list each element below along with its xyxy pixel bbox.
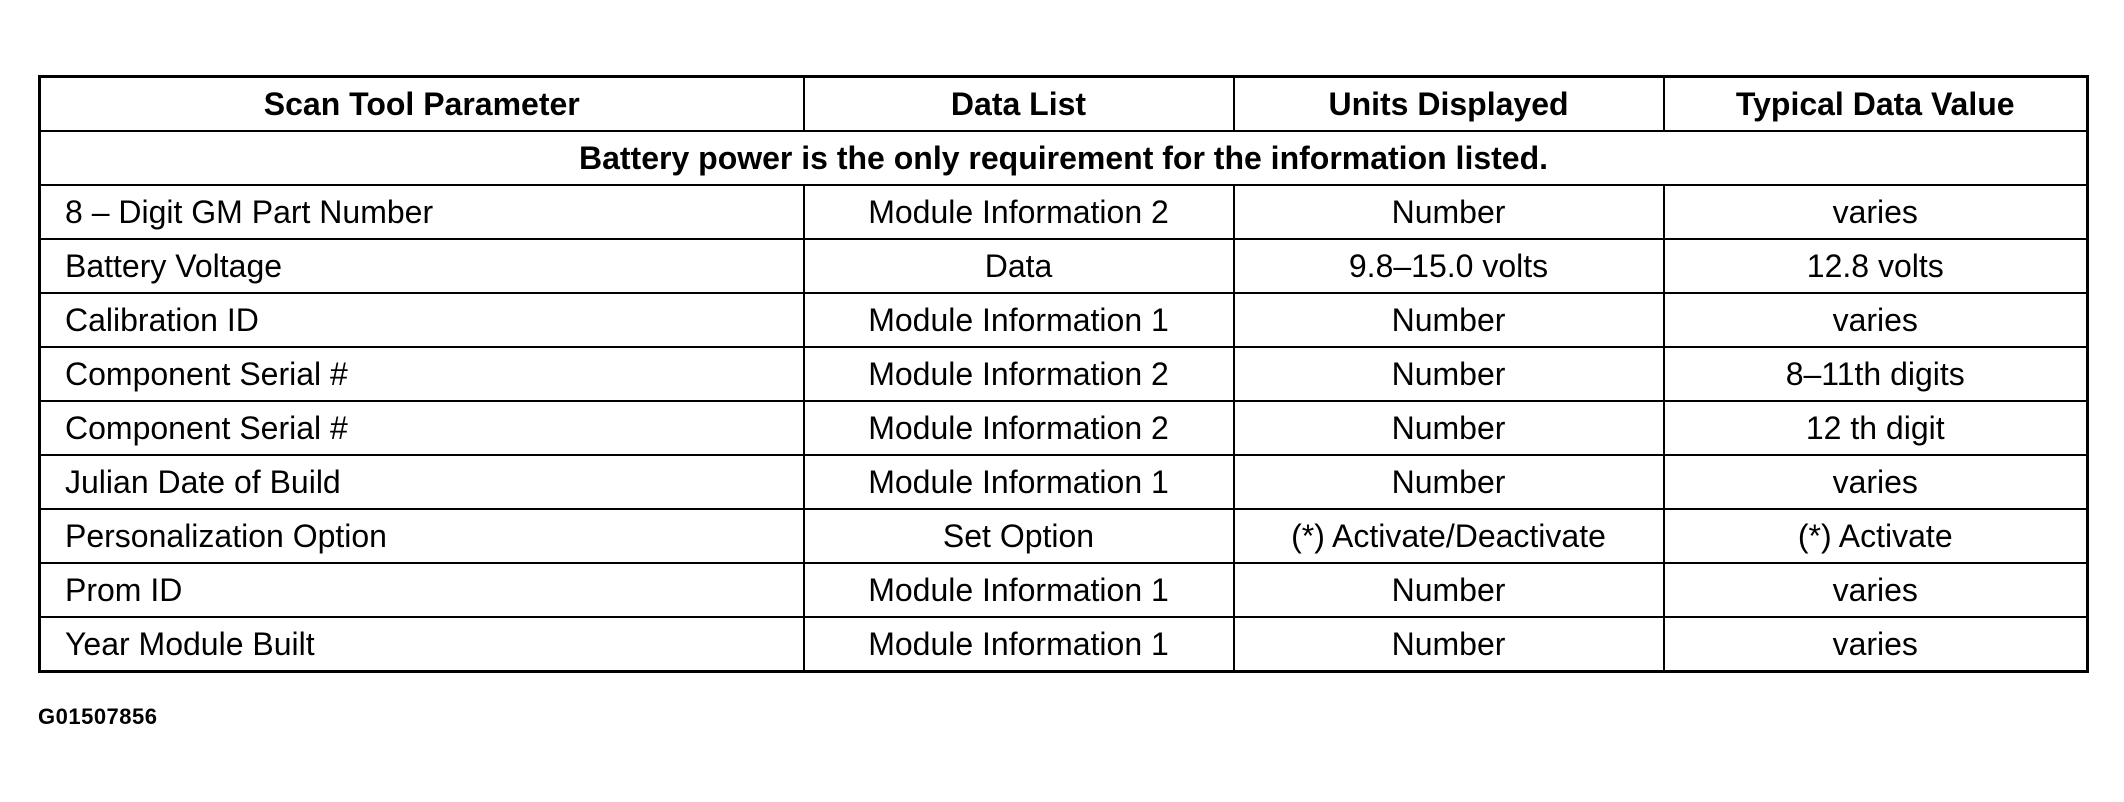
column-header-typical-value: Typical Data Value: [1664, 77, 2088, 132]
scan-tool-data-table: [38, 75, 2089, 673]
units-cell: 9.8–15.0 volts: [1234, 239, 1664, 293]
typical-value-cell: 12.8 volts: [1664, 239, 2088, 293]
parameter-cell: Personalization Option: [40, 509, 804, 563]
table-row: [40, 401, 2088, 455]
note-cell: Battery power is the only requirement for the information listed.: [40, 131, 2088, 185]
data-list-cell: Module Information 2: [804, 185, 1234, 239]
parameter-cell: Battery Voltage: [40, 239, 804, 293]
units-cell: Number: [1234, 347, 1664, 401]
parameter-cell: Julian Date of Build: [40, 455, 804, 509]
note-row: [40, 131, 2088, 185]
typical-value-cell: varies: [1664, 617, 2088, 672]
data-list-cell: Module Information 2: [804, 347, 1234, 401]
column-header-parameter: Scan Tool Parameter: [40, 77, 804, 132]
typical-value-cell: 12 th digit: [1664, 401, 2088, 455]
table-row: [40, 239, 2088, 293]
scan-tool-data-table-container: [38, 75, 2086, 673]
data-list-cell: Module Information 1: [804, 455, 1234, 509]
typical-value-cell: varies: [1664, 455, 2088, 509]
data-list-cell: Data: [804, 239, 1234, 293]
column-header-units: Units Displayed: [1234, 77, 1664, 132]
units-cell: Number: [1234, 401, 1664, 455]
table-row: [40, 455, 2088, 509]
table-row: [40, 617, 2088, 672]
parameter-cell: Component Serial #: [40, 347, 804, 401]
data-list-cell: Set Option: [804, 509, 1234, 563]
parameter-cell: Calibration ID: [40, 293, 804, 347]
table-row: [40, 185, 2088, 239]
data-list-cell: Module Information 1: [804, 563, 1234, 617]
units-cell: Number: [1234, 455, 1664, 509]
table-row: [40, 509, 2088, 563]
units-cell: Number: [1234, 185, 1664, 239]
data-list-cell: Module Information 1: [804, 617, 1234, 672]
units-cell: Number: [1234, 563, 1664, 617]
typical-value-cell: varies: [1664, 563, 2088, 617]
parameter-cell: Prom ID: [40, 563, 804, 617]
parameter-cell: Year Module Built: [40, 617, 804, 672]
table-row: [40, 563, 2088, 617]
typical-value-cell: 8–11th digits: [1664, 347, 2088, 401]
header-row: [40, 77, 2088, 132]
units-cell: Number: [1234, 617, 1664, 672]
typical-value-cell: varies: [1664, 185, 2088, 239]
parameter-cell: Component Serial #: [40, 401, 804, 455]
parameter-cell: 8 – Digit GM Part Number: [40, 185, 804, 239]
typical-value-cell: varies: [1664, 293, 2088, 347]
table-row: [40, 347, 2088, 401]
data-list-cell: Module Information 1: [804, 293, 1234, 347]
units-cell: (*) Activate/Deactivate: [1234, 509, 1664, 563]
data-list-cell: Module Information 2: [804, 401, 1234, 455]
typical-value-cell: (*) Activate: [1664, 509, 2088, 563]
table-row: [40, 293, 2088, 347]
column-header-data-list: Data List: [804, 77, 1234, 132]
units-cell: Number: [1234, 293, 1664, 347]
figure-id-label: G01507856: [38, 704, 158, 729]
